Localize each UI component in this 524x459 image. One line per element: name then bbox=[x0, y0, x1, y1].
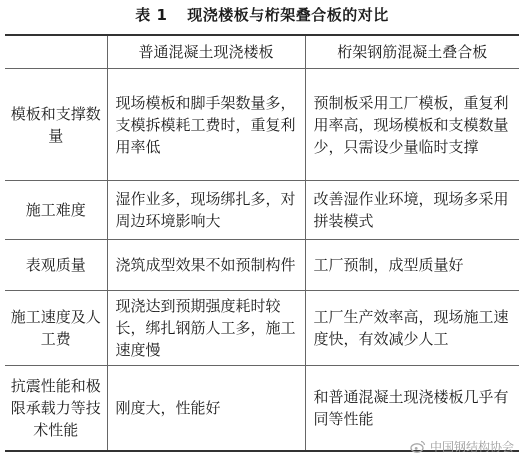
row-truss-composite: 改善湿作业环境，现场多采用拼装模式 bbox=[305, 181, 519, 240]
row-criterion: 施工速度及人工费 bbox=[5, 291, 107, 366]
row-criterion: 表观质量 bbox=[5, 240, 107, 291]
table-row bbox=[5, 69, 519, 181]
header-criterion bbox=[5, 35, 107, 69]
header-truss-composite: 桁架钢筋混凝土叠合板 bbox=[305, 35, 519, 69]
table-caption bbox=[0, 4, 524, 25]
row-cast-in-place: 现浇达到预期强度耗时较长，绑扎钢筋人工多，施工速度慢 bbox=[107, 291, 305, 366]
header-row bbox=[5, 35, 519, 69]
row-truss-composite: 工厂预制，成型质量好 bbox=[305, 240, 519, 291]
table-row bbox=[5, 181, 519, 240]
row-truss-composite: 和普通混凝土现浇楼板几乎有同等性能 bbox=[305, 366, 519, 452]
watermark bbox=[410, 438, 514, 455]
watermark-text: 中国钢结构协会 bbox=[429, 440, 514, 454]
row-criterion: 模板和支撑数量 bbox=[5, 69, 107, 181]
row-cast-in-place: 现场模板和脚手架数量多，支模拆模耗工费时，重复利用率低 bbox=[107, 69, 305, 181]
row-criterion: 施工难度 bbox=[5, 181, 107, 240]
row-truss-composite: 工厂生产效率高，现场施工速度快，有效减少人工 bbox=[305, 291, 519, 366]
row-cast-in-place: 湿作业多，现场绑扎多，对周边环境影响大 bbox=[107, 181, 305, 240]
comparison-table bbox=[5, 34, 519, 452]
row-criterion: 抗震性能和极限承载力等技术性能 bbox=[5, 366, 107, 452]
table-title: 现浇楼板与桁架叠合板的对比 bbox=[187, 6, 389, 24]
row-truss-composite: 预制板采用工厂模板，重复利用率高，现场模板和支模数量少，只需设少量临时支撑 bbox=[305, 69, 519, 181]
row-cast-in-place: 刚度大，性能好 bbox=[107, 366, 305, 452]
table-row bbox=[5, 291, 519, 366]
table-row bbox=[5, 240, 519, 291]
table-number: 表 1 bbox=[135, 6, 168, 24]
weibo-logo-icon bbox=[410, 440, 426, 453]
header-cast-in-place: 普通混凝土现浇楼板 bbox=[107, 35, 305, 69]
row-cast-in-place: 浇筑成型效果不如预制构件 bbox=[107, 240, 305, 291]
